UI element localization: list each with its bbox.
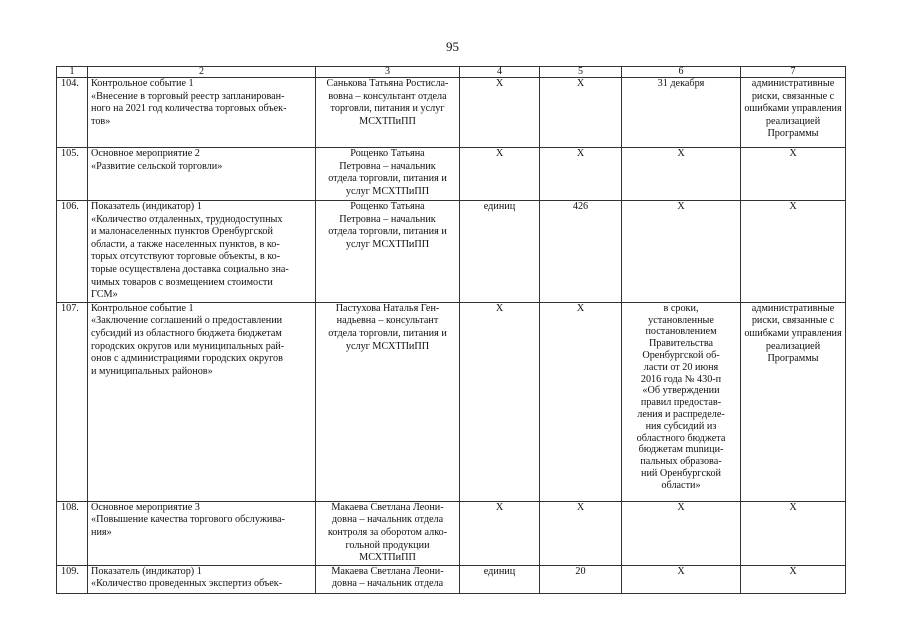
column-header: 1	[57, 67, 88, 78]
table-row	[57, 148, 846, 201]
risks: Х	[741, 501, 846, 565]
column-header: 3	[316, 67, 460, 78]
event-name: Контрольное событие 1 «Внесение в торговый реестр запланирован- ного на 2021 год количества торговых объек- тов»	[88, 78, 316, 148]
event-name: Основное мероприятие 2 «Развитие сельской торговли»	[88, 148, 316, 201]
responsible-person: Пастухова Наталья Ген- надьевна – консультант отдела торговли, питания и услуг МСХТПиПП	[316, 302, 460, 501]
risks: административные риски, связанные с ошибками управления реализацией Программы	[741, 302, 846, 501]
event-name: Основное мероприятие 3 «Повышение качества торгового обслужива- ния»	[88, 501, 316, 565]
column-header: 4	[460, 67, 540, 78]
event-name: Контрольное событие 1 «Заключение соглашений о предоставлении субсидий из областного бюджета бюджетам городских округов или муниципальных рай- онов с администрациями городских округов и муниципальных районов»	[88, 302, 316, 501]
row-number: 104.	[57, 78, 88, 148]
deadline: Х	[622, 501, 741, 565]
table-row	[57, 302, 846, 501]
column-header: 2	[88, 67, 316, 78]
responsible-person: Макаева Светлана Леони- довна – начальник отдела	[316, 565, 460, 593]
deadline: Х	[622, 201, 741, 303]
deadline: 31 декабря	[622, 78, 741, 148]
value: Х	[540, 302, 622, 501]
risks: Х	[741, 148, 846, 201]
row-number: 106.	[57, 201, 88, 303]
responsible-person: Санькова Татьяна Ростисла- вовна – консультант отдела торговли, питания и услуг МСХТПиПП	[316, 78, 460, 148]
deadline: Х	[622, 148, 741, 201]
unit: Х	[460, 148, 540, 201]
responsible-person: Макаева Светлана Леони- довна – начальник отдела контроля за оборотом алко- гольной продукции МСХТПиПП	[316, 501, 460, 565]
event-name: Показатель (индикатор) 1 «Количество отдаленных, труднодоступных и малонаселенных пунктов Оренбургской области, а также населенных пунктов, в ко- торых отсутствуют торговые объекты, в ко- торые осуществлена доставка социально зна- чимых товаров с возмещением стоимости ГСМ»	[88, 201, 316, 303]
unit: Х	[460, 302, 540, 501]
plan-table	[56, 66, 846, 594]
value: Х	[540, 501, 622, 565]
unit: Х	[460, 78, 540, 148]
table-row	[57, 565, 846, 593]
event-name: Показатель (индикатор) 1 «Количество проведенных экспертиз объек-	[88, 565, 316, 593]
value: 20	[540, 565, 622, 593]
row-number: 108.	[57, 501, 88, 565]
row-number: 105.	[57, 148, 88, 201]
unit: единиц	[460, 201, 540, 303]
column-header: 5	[540, 67, 622, 78]
column-header: 7	[741, 67, 846, 78]
table-row	[57, 501, 846, 565]
responsible-person: Рощенко Татьяна Петровна – начальник отдела торговли, питания и услуг МСХТПиПП	[316, 201, 460, 303]
risks: Х	[741, 565, 846, 593]
column-header-row	[57, 67, 846, 78]
risks: административные риски, связанные с ошибками управления реализацией Программы	[741, 78, 846, 148]
unit: Х	[460, 501, 540, 565]
value: Х	[540, 78, 622, 148]
page-number: 95	[446, 39, 459, 54]
deadline: Х	[622, 565, 741, 593]
column-header: 6	[622, 67, 741, 78]
value: 426	[540, 201, 622, 303]
row-number: 109.	[57, 565, 88, 593]
table-row	[57, 201, 846, 303]
unit: единиц	[460, 565, 540, 593]
row-number: 107.	[57, 302, 88, 501]
responsible-person: Рощенко Татьяна Петровна – начальник отдела торговли, питания и услуг МСХТПиПП	[316, 148, 460, 201]
table-row	[57, 78, 846, 148]
value: Х	[540, 148, 622, 201]
deadline: в сроки, установленные постановлением Правительства Оренбургской об- ласти от 20 июня 2016 года № 430-п «Об утверждении правил предостав- ления и распределе- ния субсидий из областного бюджета бюджетам munици- пальных образова- ний Оренбургской области»	[622, 302, 741, 501]
risks: Х	[741, 201, 846, 303]
